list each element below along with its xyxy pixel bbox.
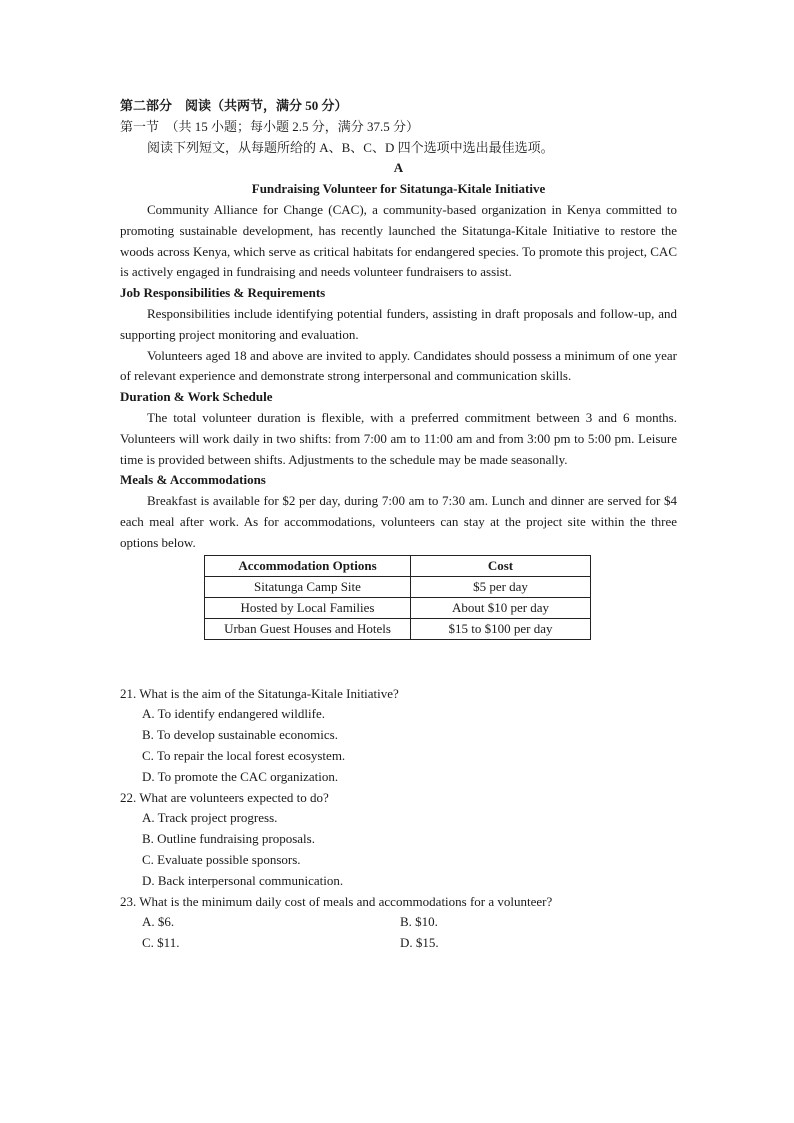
section-subheading: 第一节 （共 15 小题；每小题 2.5 分，满分 37.5 分） (120, 118, 420, 134)
question-23-option-c: C. $11. (142, 935, 180, 951)
question-22-option-c: C. Evaluate possible sponsors. (142, 851, 301, 867)
table-cell-cost: $15 to $100 per day (411, 618, 591, 639)
question-21-option-c: C. To repair the local forest ecosystem. (142, 747, 346, 763)
table-cell-option: Urban Guest Houses and Hotels (205, 618, 411, 639)
table-cell-cost: $5 per day (411, 576, 591, 597)
question-23-stem: 23. What is the minimum daily cost of meals and accommodations for a volunteer? (120, 893, 553, 909)
question-list (120, 684, 677, 954)
section-heading: 第二部分 阅读（共两节，满分 50 分） (120, 98, 348, 113)
section-heading-meals: Meals & Accommodations (120, 472, 266, 488)
section-heading-duration: Duration & Work Schedule (120, 389, 273, 405)
job-paragraph-2: Volunteers aged 18 and above are invited to apply. Candidates should possess a minimum of one year of relevant experience and demonstrate strong interpersonal and communication skills. (120, 347, 677, 384)
passage-title: Fundraising Volunteer for Sitatunga-Kitale Initiative (251, 181, 546, 197)
section-instruction: 阅读下列短文，从每题所给的 A、B、C、D 四个选项中选出最佳选项。 (147, 139, 554, 155)
table-row (205, 576, 591, 597)
meals-paragraph: Breakfast is available for $2 per day, during 7:00 am to 7:30 am. Lunch and dinner are served for $4 each meal after work. As for accommodations, volunteers can stay at the project site within the three options below. (120, 493, 677, 550)
exam-page (120, 96, 677, 954)
question-21-option-d: D. To promote the CAC organization. (142, 768, 339, 784)
table-cell-cost: About $10 per day (411, 597, 591, 618)
question-23-options-row-1 (120, 912, 677, 933)
accommodation-table (204, 555, 591, 640)
table-cell-option: Hosted by Local Families (205, 597, 411, 618)
question-22-option-b: B. Outline fundraising proposals. (142, 831, 315, 847)
question-23-option-a: A. $6. (142, 914, 175, 930)
question-22-option-a: A. Track project progress. (142, 810, 278, 826)
table-header-cost: Cost (411, 555, 591, 576)
question-23-options-row-2 (120, 933, 677, 954)
table-header-options: Accommodation Options (205, 555, 411, 576)
question-22-option-d: D. Back interpersonal communication. (142, 872, 344, 888)
question-23-option-d: D. $15. (400, 935, 439, 951)
passage-intro: Community Alliance for Change (CAC), a community-based organization in Kenya committed to promoting sustainable development, has recently launched the Sitatunga-Kitale Initiative to restore the woods across Kenya, which serve as critical habitats for endangered species. To promote this project, CAC is actively engaged in fundraising and needs volunteer fundraisers to assist. (120, 201, 677, 280)
table-row (205, 618, 591, 639)
table-header-row (205, 555, 591, 576)
duration-paragraph: The total volunteer duration is flexible, with a preferred commitment between 3 and 6 months. Volunteers will work daily in two shifts: from 7:00 am to 11:00 am and from 3:00 pm to 5:00 pm. Leisure time is provided between shifts. Adjustments to the schedule may be made seasonally. (120, 409, 677, 467)
table-row (205, 597, 591, 618)
question-21-stem: 21. What is the aim of the Sitatunga-Kitale Initiative? (120, 685, 399, 701)
passage-letter: A (393, 160, 404, 176)
question-23-option-b: B. $10. (400, 914, 438, 930)
section-heading-job: Job Responsibilities & Requirements (120, 285, 326, 301)
question-21-option-b: B. To develop sustainable economics. (142, 727, 338, 743)
question-22-stem: 22. What are volunteers expected to do? (120, 789, 329, 805)
question-21-option-a: A. To identify endangered wildlife. (142, 706, 325, 722)
table-cell-option: Sitatunga Camp Site (205, 576, 411, 597)
job-paragraph-1: Responsibilities include identifying potential funders, assisting in draft proposals and follow-up, and supporting project monitoring and evaluation. (120, 305, 677, 342)
